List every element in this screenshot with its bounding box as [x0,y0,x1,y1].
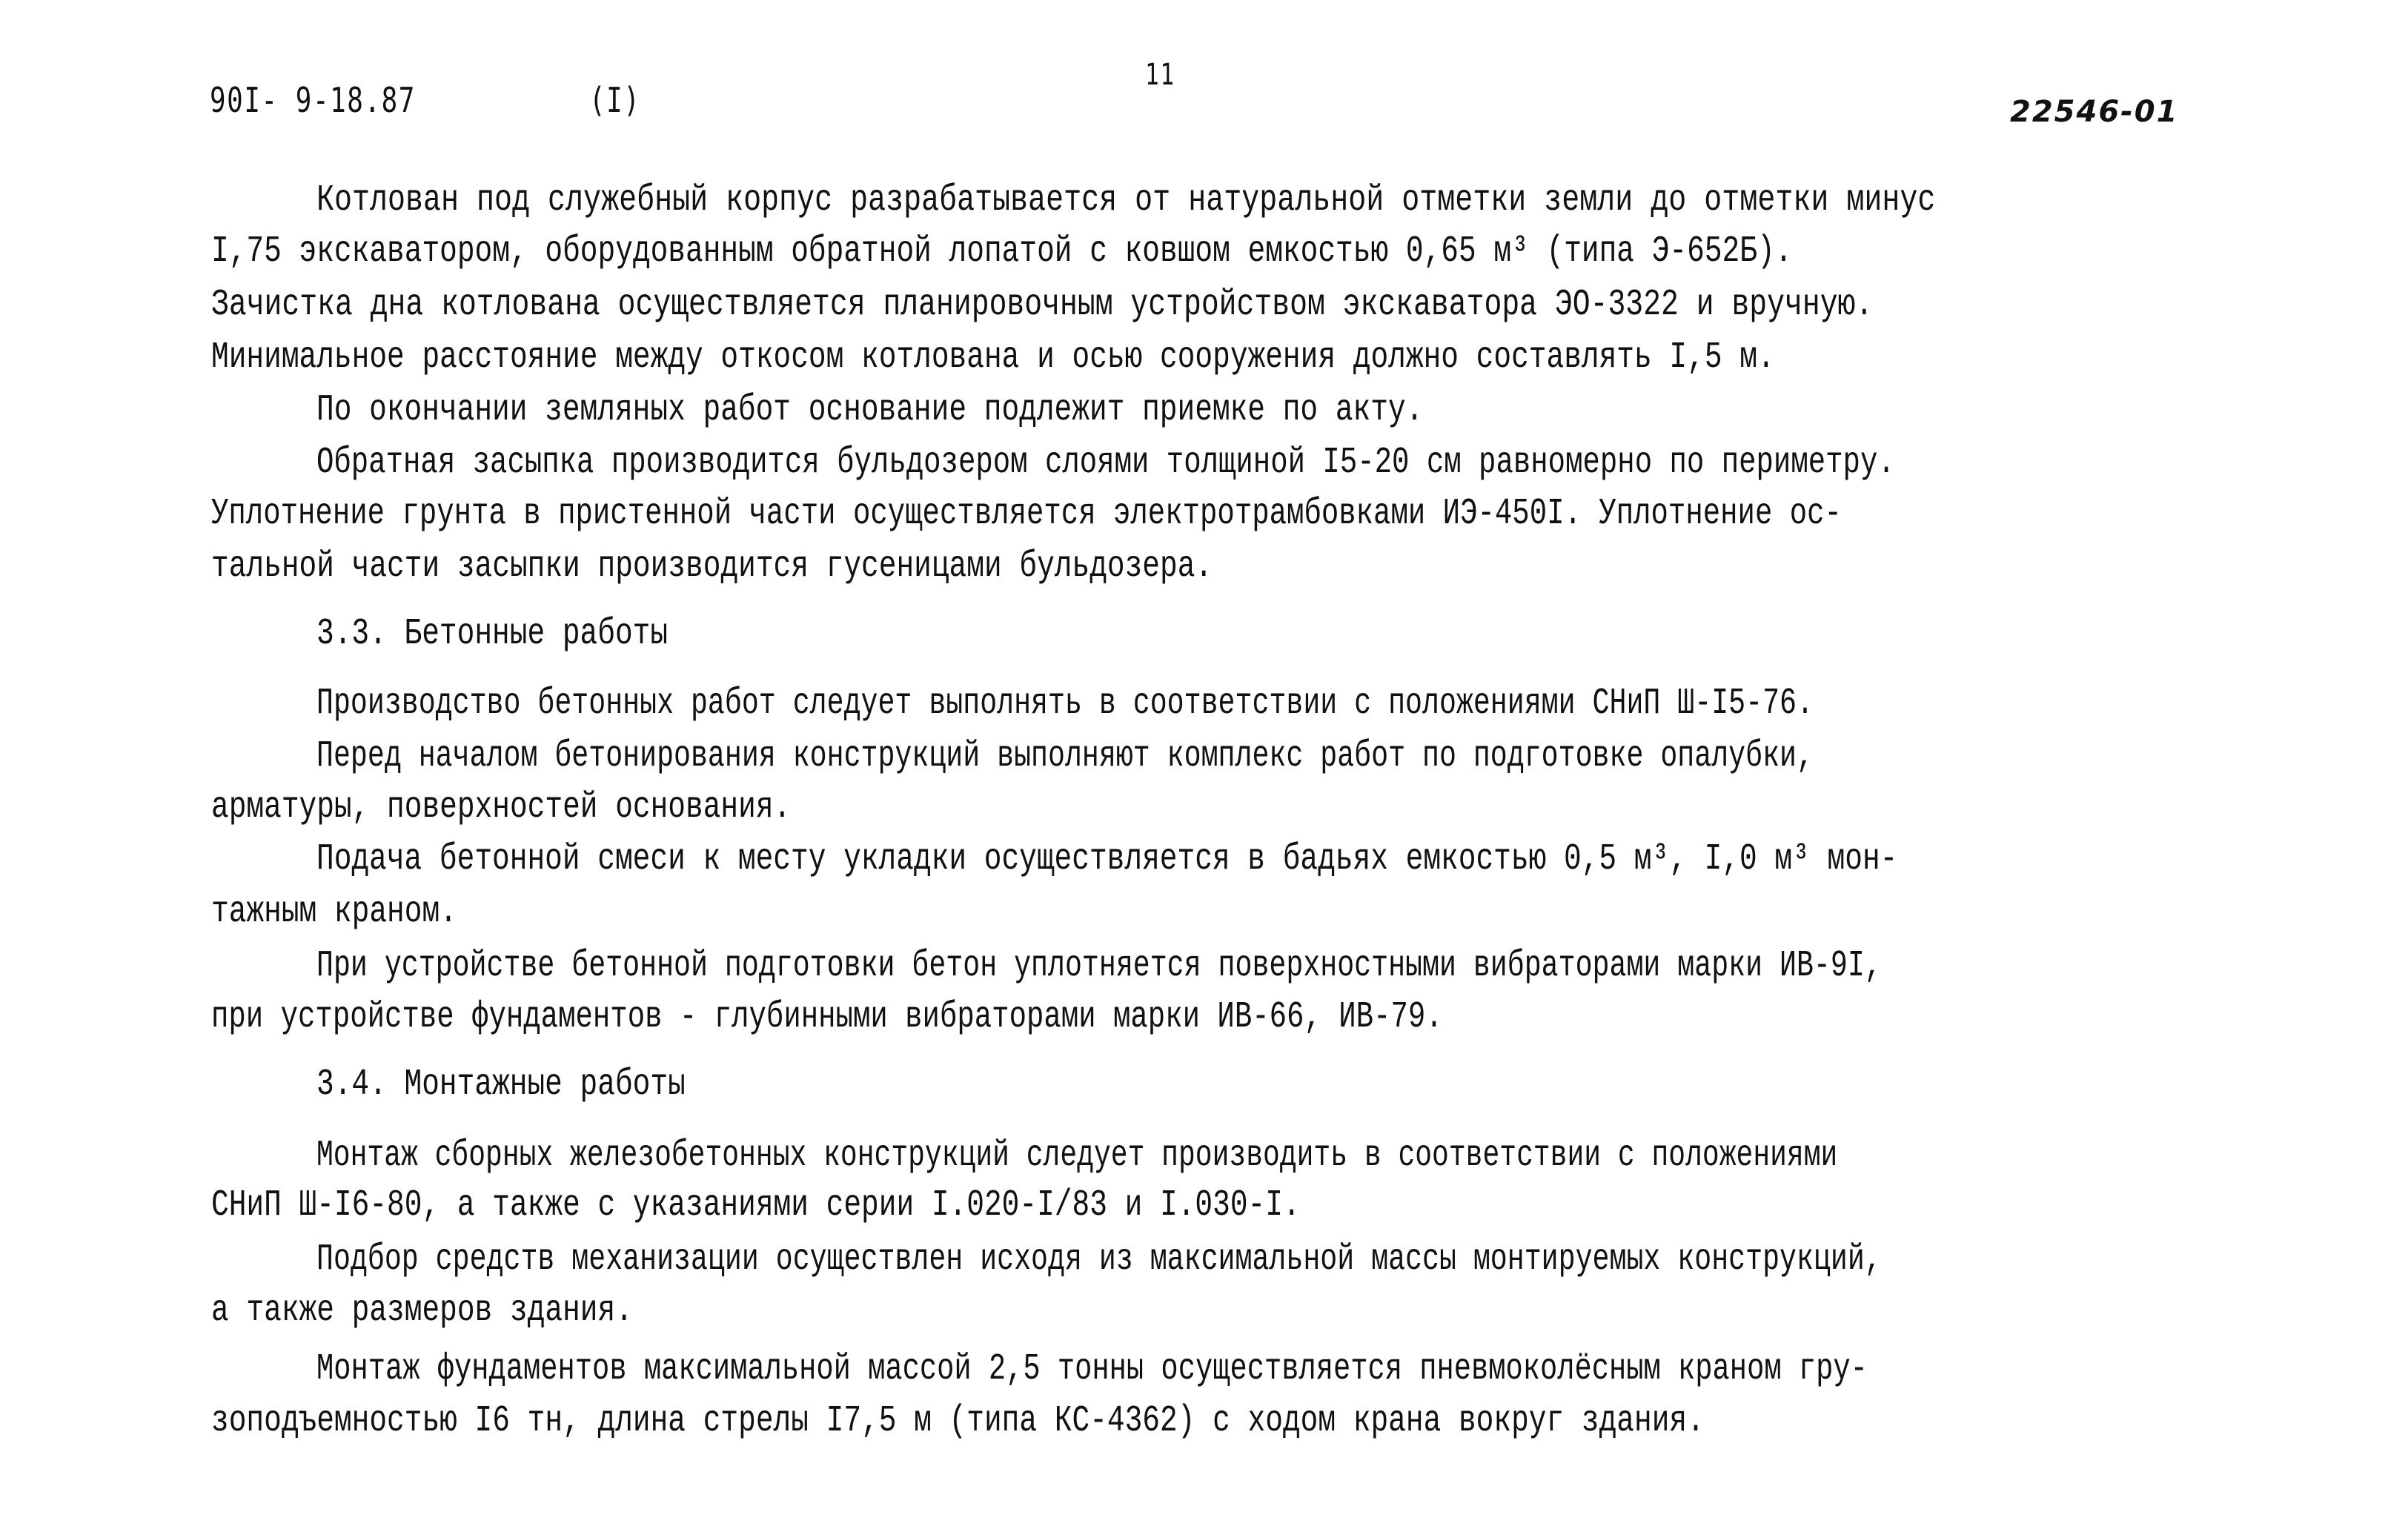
text-line [211,1399,2192,1444]
text-line [316,838,2192,882]
line-text: тажным краном. [211,891,457,933]
line-text: тальной части засыпки производится гусеницами бульдозера. [211,546,1213,588]
text-line [211,492,2192,537]
archive-stamp: 22546-01 [2010,95,2179,129]
line-text: Производство бетонных работ следует выполнять в соответствии с положениями СНиП Ш-I5-76. [316,683,1814,725]
text-line [211,1184,2192,1228]
text-line [316,1347,2192,1392]
text-line [316,1134,2192,1178]
line-text: СНиП Ш-I6-80, а также с указаниями серии I.020-I/83 и I.030-I. [211,1184,1301,1227]
document-part: (I) [589,80,641,120]
line-text: зоподъемностью I6 тн, длина стрелы I7,5 м (типа КС-4362) с ходом крана вокруг здания. [211,1400,1705,1442]
text-line [211,1289,2192,1333]
heading-text: 3.4. Монтажные работы [316,1064,686,1106]
text-line [211,995,2192,1040]
text-line [211,336,2192,380]
page-number: 11 [1145,58,1175,92]
line-text: а также размеров здания. [211,1290,633,1332]
line-text: Уплотнение грунта в пристенной части осуществляется электротрамбовками ИЭ-450I. Уплотнение ос- [211,493,1842,535]
text-line [211,545,2192,589]
line-text: I,75 экскаватором, оборудованным обратной лопатой с ковшом емкостью 0,65 м³ (типа Э-652Б). [211,231,1793,273]
document-code: 90I- 9-18.87 [210,80,416,120]
text-line [211,283,2192,328]
section-heading-3-4 [316,1063,783,1107]
line-text: По окончании земляных работ основание подлежит приемке по акту. [316,389,1424,431]
line-text: Подбор средств механизации осуществлен исходя из максимальной массы монтируемых конструкций, [316,1238,1882,1281]
line-text: Монтаж фундаментов максимальной массой 2,5 тонны осуществляется пневмоколёсным краном гру- [316,1348,1868,1390]
line-text: Перед началом бетонирования конструкций выполняют комплекс работ по подготовке опалубки, [316,735,1814,777]
line-text: Котлован под служебный корпус разрабатывается от натуральной отметки земли до отметки минус [316,179,1936,222]
text-line [316,682,2192,726]
text-line [211,786,2192,830]
text-line [316,735,2192,779]
line-text: Зачистка дна котлована осуществляется планировочным устройством экскаватора ЭО-3322 и вручную. [211,284,1874,326]
line-text: Обратная засыпка производится бульдозером слоями толщиной I5-20 см равномерно по периметру. [316,442,1895,484]
text-line [316,944,2192,989]
line-text: при устройстве фундаментов - глубинными вибраторами марки ИВ-66, ИВ-79. [211,996,1443,1038]
line-text: Монтаж сборных железобетонных конструкций следует производить в соответствии с положениями [316,1135,1838,1177]
text-line [316,1238,2192,1282]
line-text: арматуры, поверхностей основания. [211,786,792,829]
text-line [211,230,2192,274]
text-line [316,179,2192,223]
line-text: Минимальное расстояние между откосом котлована и осью сооружения должно составлять I,5 м. [211,336,1775,379]
text-line [316,388,2192,433]
line-text: Подача бетонной смеси к месту укладки осуществляется в бадьях емкостью 0,5 м³, I,0 м³ мон- [316,838,1898,881]
heading-text: 3.3. Бетонные работы [316,613,669,655]
line-text: При устройстве бетонной подготовки бетон уплотняется поверхностными вибраторами марки ИВ-9I, [316,945,1882,987]
section-heading-3-3 [316,612,761,657]
text-line [211,890,2192,935]
text-line [316,441,2192,485]
